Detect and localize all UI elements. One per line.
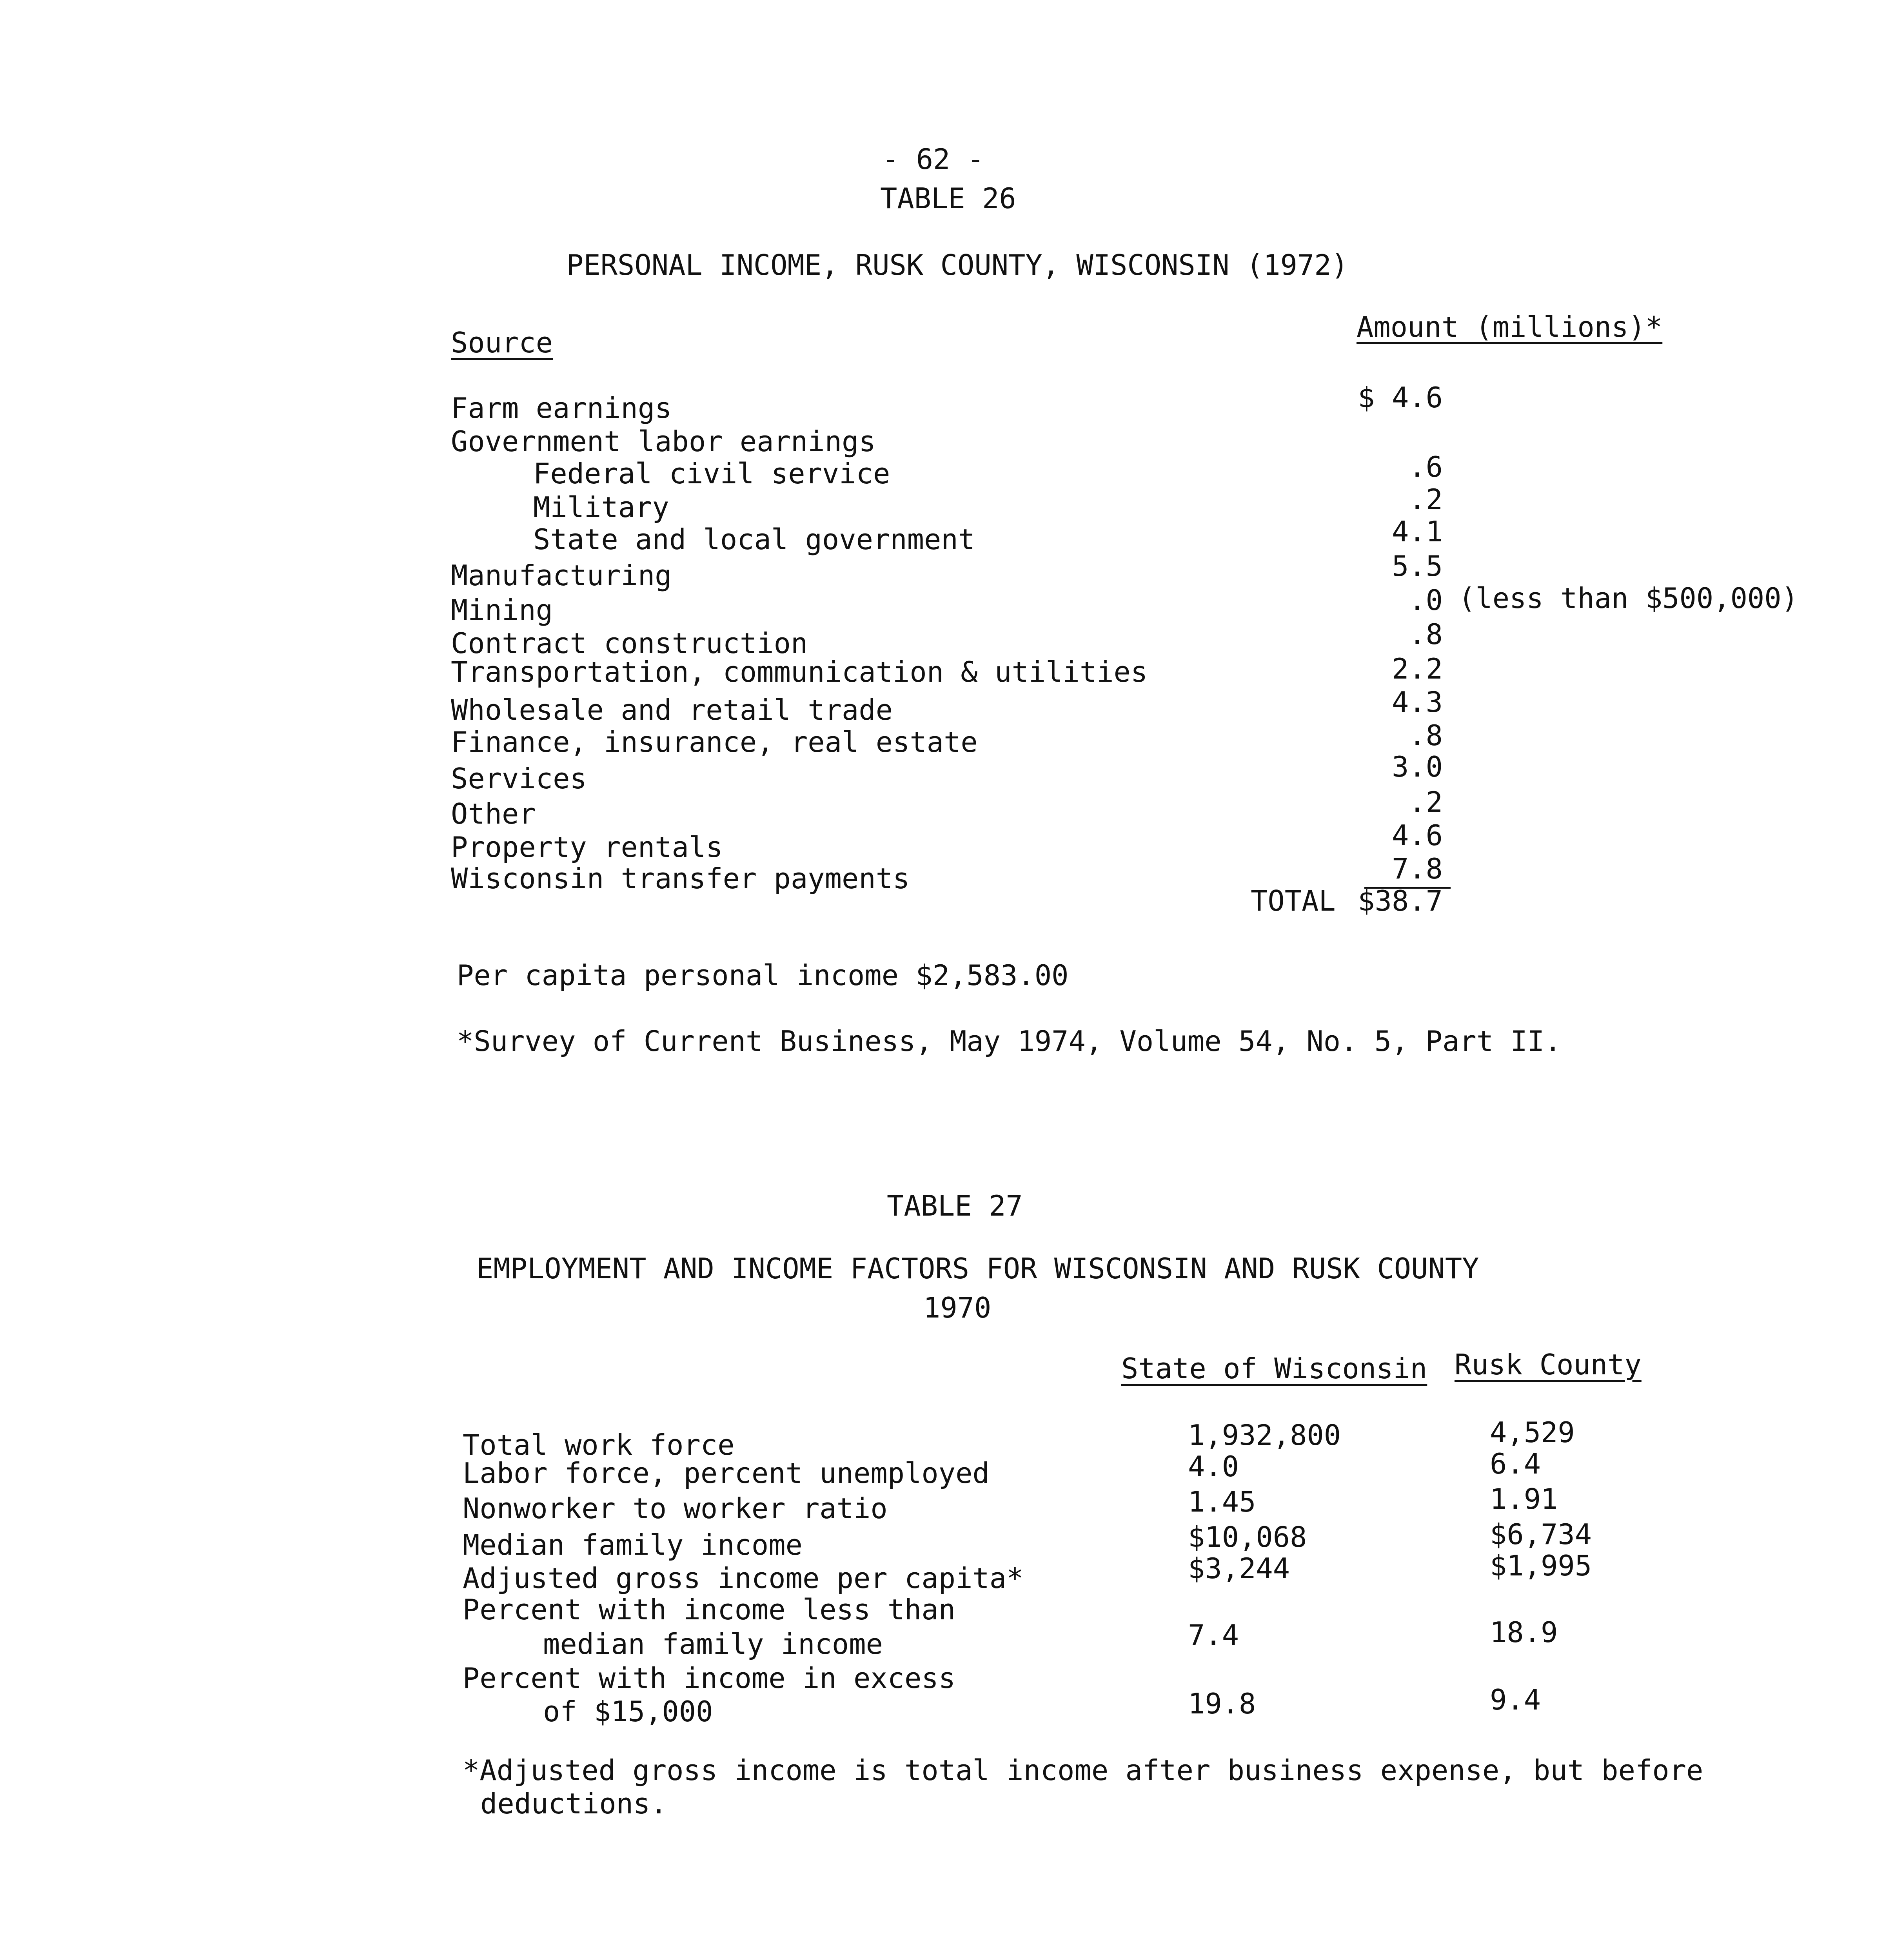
table27-county-value: 4,529 (1490, 1416, 1575, 1449)
table26-row-value: .8 (1409, 719, 1443, 752)
table27-county-value: 9.4 (1490, 1683, 1541, 1716)
table26-row-label: Contract construction (451, 627, 808, 660)
table27-state-value: 1,932,800 (1188, 1419, 1341, 1452)
table27-county-value: 6.4 (1490, 1447, 1541, 1480)
table26-title: PERSONAL INCOME, RUSK COUNTY, WISCONSIN (1972) (567, 249, 1348, 281)
table26-row-value: .8 (1409, 618, 1443, 651)
table27-county-value: 18.9 (1490, 1616, 1558, 1649)
table26-row-value: 4.6 (1391, 819, 1443, 852)
table26-footnote: *Survey of Current Business, May 1974, Volume 54, No. 5, Part II. (457, 1025, 1562, 1058)
page-number: - 62 - (882, 143, 984, 176)
table27-county-value: 1.91 (1490, 1483, 1558, 1515)
table27-state-value: 4.0 (1188, 1450, 1239, 1483)
table26-row-value: .2 (1409, 483, 1443, 516)
table27-state-header: State of Wisconsin (1121, 1352, 1427, 1385)
table26-mining-note: (less than $500,000) (1458, 582, 1798, 615)
table26-total-value: $38.7 (1358, 884, 1443, 917)
table26-row-label: Manufacturing (451, 559, 672, 592)
table27-number: TABLE 27 (887, 1189, 1023, 1222)
table26-row-value: $ 4.6 (1358, 381, 1443, 414)
table27-state-value: 19.8 (1188, 1687, 1256, 1720)
table27-row-label: Percent with income in excess (463, 1662, 956, 1695)
table26-row-label: Military (533, 491, 669, 524)
table26-row-label: Government labor earnings (451, 425, 876, 458)
table27-state-value: $10,068 (1188, 1521, 1307, 1553)
table26-row-label: Mining (451, 593, 553, 626)
table26-per-capita: Per capita personal income $2,583.00 (457, 959, 1069, 992)
table26-amount-header: Amount (millions)* (1357, 310, 1663, 343)
table26-row-label: Wholesale and retail trade (451, 693, 893, 726)
table26-row-value: .2 (1409, 786, 1443, 818)
table27-county-value: $1,995 (1490, 1549, 1592, 1582)
table27-county-header: Rusk County (1455, 1348, 1642, 1381)
table26-row-label: Transportation, communication & utilities (451, 655, 1148, 688)
table27-row-label: Nonworker to worker ratio (463, 1492, 888, 1525)
table26-row-label: Services (451, 762, 587, 795)
table26-row-label: State and local government (533, 523, 975, 556)
table26-row-label: Other (451, 797, 536, 830)
table26-row-label: Federal civil service (533, 457, 890, 490)
table26-row-label: Property rentals (451, 831, 723, 864)
table26-row-value: 3.0 (1391, 750, 1443, 783)
table26-row-value: .0 (1409, 584, 1443, 617)
table27-row-label: median family income (543, 1628, 883, 1661)
table27-footnote-cont: deductions. (480, 1787, 667, 1820)
table26-total-label: TOTAL (1251, 884, 1336, 917)
table27-state-value: 1.45 (1188, 1485, 1256, 1518)
table26-source-header: Source (451, 326, 553, 359)
table26-row-value: 7.8 (1391, 852, 1443, 885)
table27-row-label: Labor force, percent unemployed (463, 1457, 990, 1490)
table27-row-label: Percent with income less than (463, 1593, 956, 1626)
table27-row-label: Median family income (463, 1528, 803, 1561)
table27-county-value: $6,734 (1490, 1518, 1592, 1551)
table26-row-value: 4.3 (1391, 686, 1443, 719)
table26-row-label: Wisconsin transfer payments (451, 862, 910, 895)
table27-footnote: *Adjusted gross income is total income after business expense, but before (463, 1754, 1703, 1787)
table27-state-value: $3,244 (1188, 1552, 1290, 1585)
table26-row-value: .6 (1409, 450, 1443, 483)
table27-row-label: Adjusted gross income per capita* (463, 1562, 1024, 1595)
table27-title: EMPLOYMENT AND INCOME FACTORS FOR WISCONSIN AND RUSK COUNTY (476, 1252, 1479, 1285)
table26-row-value: 4.1 (1391, 515, 1443, 548)
table27-title-year: 1970 (923, 1291, 992, 1324)
table26-number: TABLE 26 (880, 182, 1016, 215)
table27-row-label: Total work force (463, 1428, 735, 1461)
table26-row-label: Farm earnings (451, 392, 672, 425)
table27-state-value: 7.4 (1188, 1619, 1239, 1651)
table27-row-label: of $15,000 (543, 1695, 713, 1728)
table26-row-label: Finance, insurance, real estate (451, 726, 978, 759)
table26-row-value: 5.5 (1391, 550, 1443, 583)
table26-row-value: 2.2 (1391, 652, 1443, 685)
